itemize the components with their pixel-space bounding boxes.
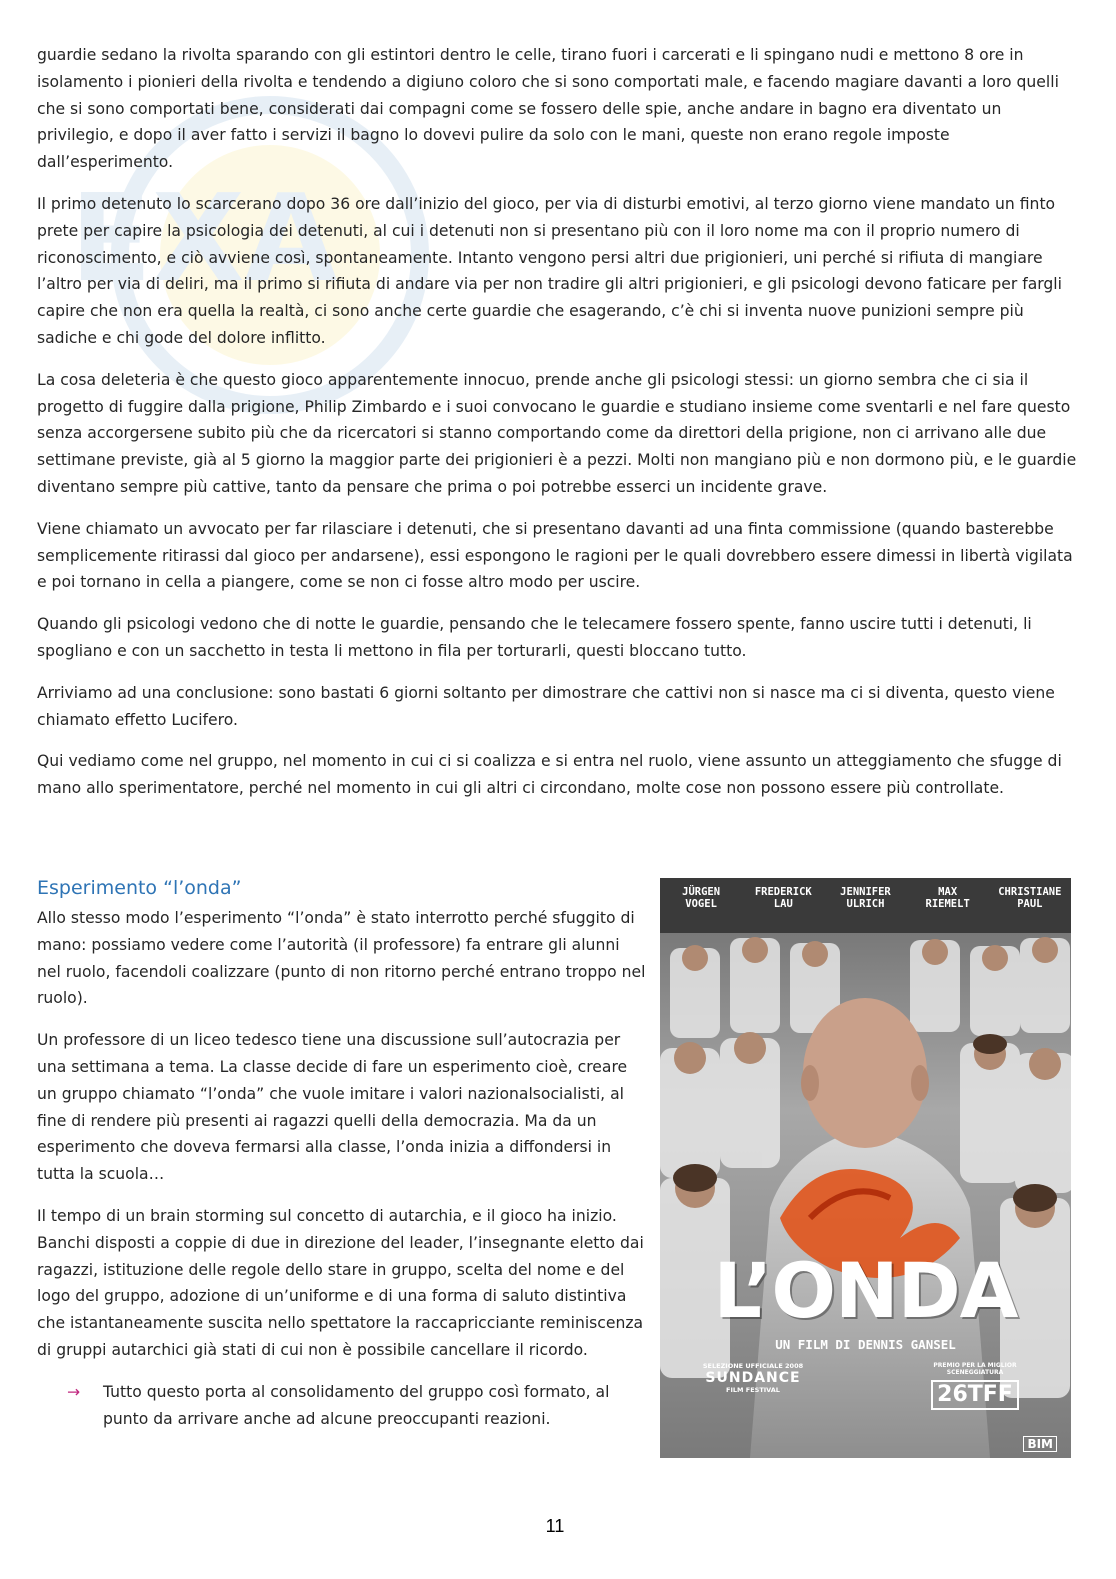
festival-laurel: SELEZIONE UFFICIALE 2008 SUNDANCE FILM FESTIVAL: [702, 1362, 804, 1394]
paragraph: Viene chiamato un avvocato per far rilasciare i detenuti, che si presentano davanti ad una finta commissione (quando basterebbe semplicemente ritirassi dal gioco per andarsene), essi espongono le ragioni per le quali dovrebbero essere dimessi in libertà vigilata e poi tornano in cella a piangere, come se non ci fosse altro modo per uscire.: [37, 519, 1073, 592]
paragraph: Qui vediamo come nel gruppo, nel momento in cui ci si coalizza e si entra nel ruolo, viene assunto un atteggiamento che sfugge di mano allo sperimentatore, perché nel momento in cui gli altri ci circondano, molte cose non possono essere più controllate.: [37, 752, 1062, 798]
paragraph: Quando gli psicologi vedono che di notte le guardie, pensando che le telecamere fossero spente, fanno uscire tutti i detenuti, li spogliano e con un sacchetto in testa li mettono in fila per torturarli, questi bloccano tutto.: [37, 615, 1032, 660]
cast-member: MAX RIEMELT: [925, 886, 970, 910]
section-heading: Esperimento “l’onda”: [37, 877, 242, 899]
paragraph: Il tempo di un brain storming sul concetto di autarchia, e il gioco ha inizio. Banchi disposti a coppie di due in direzione del leader, l’insegnante eletto dai ragazzi, istituzione delle regole dello stare in gruppo, scelta del nome e del logo del gruppo, adozione di un’uniforme e di una forma di saluto distintiva che istantaneamente suscita nello spettatore la raccapricciante reminiscenza di gruppi autarchici già stati di cui non è possibile cancellare il ricordo.: [37, 1206, 644, 1359]
paragraph: guardie sedano la rivolta sparando con gli estintori dentro le celle, tirano fuori i carcerati e li spingano nudi e mettono 8 ore in isolamento i pionieri della rivolta e tendendo a digiuno coloro che si sono comportati male, e facendo magiare davanti a loro quelli che si sono comportati bene, considerati dai compagni come se fossero delle spie, anche andare in bagno era diventato un privilegio, e dopo il aver fatto i servizi il bagno lo dovevi pulire da solo con le mani, queste non erano regole imposte dall’esperimento.: [37, 46, 1059, 172]
cast-list: [660, 886, 1071, 910]
poster-director: UN FILM DI DENNIS GANSEL: [775, 1337, 956, 1352]
body-text: [37, 42, 1077, 817]
svg-text:EXA: EXA: [70, 170, 338, 309]
arrow-icon: →: [67, 1382, 81, 1401]
paragraph: Allo stesso modo l’esperimento “l’onda” è stato interrotto perché sfuggito di mano: possiamo vedere come l’autorità (il professore) fa entrare gli alunni nel ruolo, facendoli coalizzare (punto di non ritorno perché entrano troppo nel ruolo).: [37, 909, 646, 1008]
paragraph: Arriviamo ad una conclusione: sono bastati 6 giorni soltanto per dimostrare che cattivi non si nasce ma ci si diventa, questo viene chiamato effetto Lucifero.: [37, 683, 1055, 729]
paragraph: Un professore di un liceo tedesco tiene una discussione sull’autocrazia per una settimana a tema. La classe decide di fare un esperimento cioè, creare un gruppo chiamato “l’onda” che vuole imitare i valori nazionalsocialisti, al fine di rendere più presenti ai ragazzi quelli della democrazia. Ma da un esperimento che doveva fermarsi alla classe, l’onda inizia a diffondersi in tutta la scuola…: [37, 1031, 628, 1184]
cast-member: JENNIFER ULRICH: [840, 886, 891, 910]
bullet-item: [67, 1379, 647, 1433]
cast-member: FREDERICK LAU: [754, 886, 812, 910]
movie-poster: [660, 878, 1071, 1458]
tff-award: PREMIO PER LA MIGLIOR SCENEGGIATURA 26TFF: [910, 1362, 1040, 1410]
paragraph: La cosa deleteria è che questo gioco apparentemente innocuo, prende anche gli psicologi stessi: un giorno sembra che ci sia il progetto di fuggire dalla prigione, Philip Zimbardo e i suoi convocano le guardie e studiano insieme come sventarli e nel fare questo senza accorgersene subito più che da ricercatori si stanno comportando come da direttori della prigione, non ci arrivano alle due settimane previste, già al 5 giorno la maggior parte dei prigionieri è a pezzi. Molti non mangiano più e non dormono più, e le guardie diventano sempre più cattive, tanto da pensare che prima o poi potrebbe esserci un incidente grave.: [37, 370, 1077, 496]
cast-member: JÜRGEN VOGEL: [682, 886, 721, 910]
distributor-logo: BIM: [1023, 1436, 1057, 1452]
section-body: [37, 905, 647, 1432]
cast-member: CHRISTIANE PAUL: [998, 886, 1062, 910]
poster-title: L’ONDA: [713, 1246, 1018, 1335]
paragraph: Il primo detenuto lo scarcerano dopo 36 ore dall’inizio del gioco, per via di disturbi emotivi, al terzo giorno viene mandato un finto prete per capire la psicologia dei detenuti, al cui i detenuti non si presentano più con il loro nome ma con il proprio numero di riconoscimento, e ciò avviene così, spontaneamente. Intanto vengono persi altri due prigionieri, uni perché si rifiuta di mangiare l’altro per via di deliri, ma il primo si rifiuta di andare via per non tradire gli altri prigionieri, e gli psicologi devono faticare per fargli capire che non era quella la realtà, ci sono anche certe guardie che esagerando, c’è chi si inventa nuove punizioni sempre più sadiche e chi gode del dolore inflitto.: [37, 194, 1062, 347]
bullet-text: Tutto questo porta al consolidamento del gruppo così formato, al punto da arrivare anche ad alcune preoccupanti reazioni.: [103, 1382, 610, 1428]
page-number: 11: [545, 1516, 565, 1536]
